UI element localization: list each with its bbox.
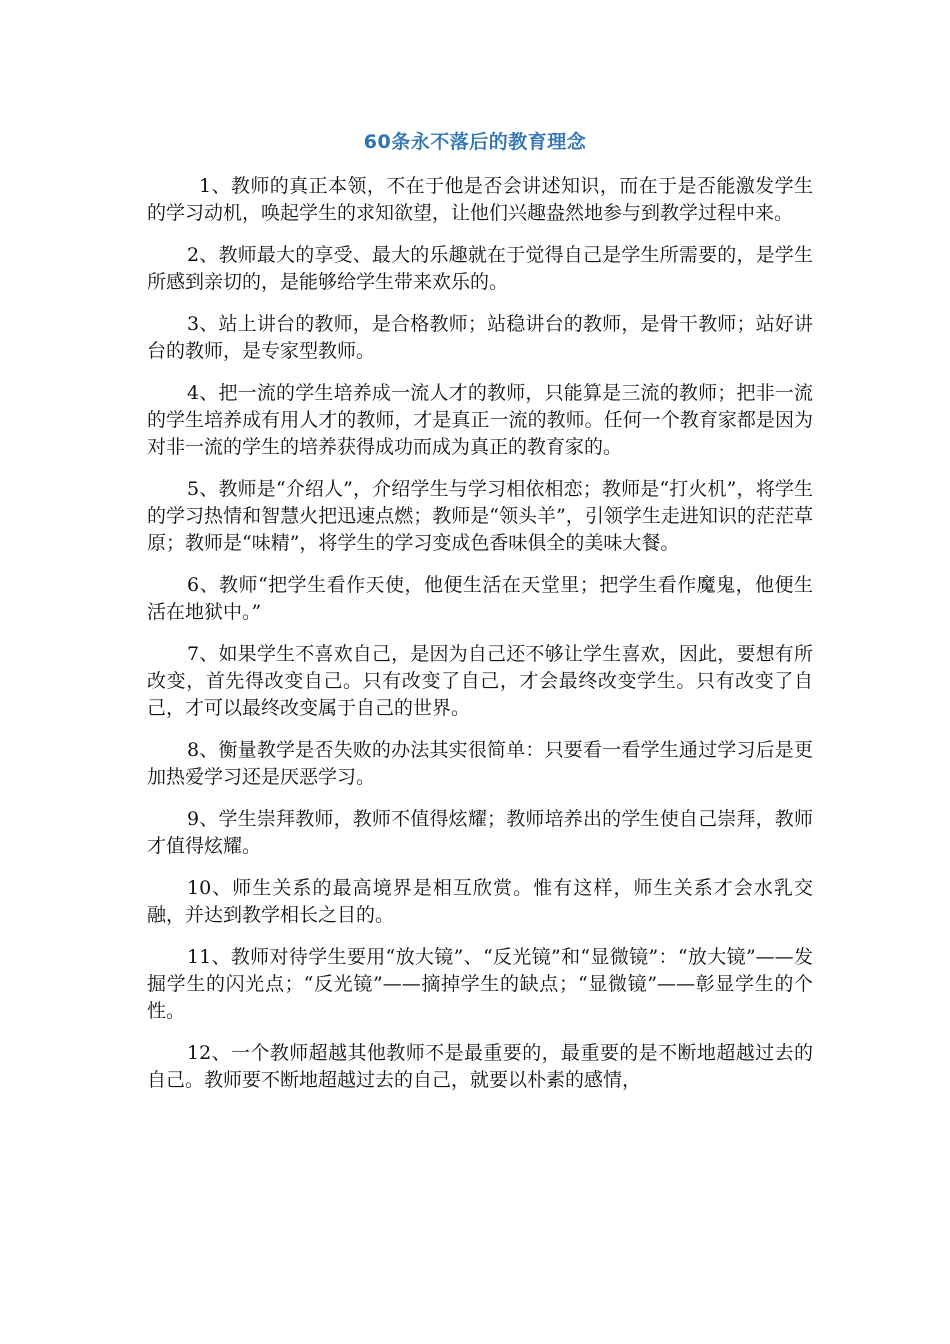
paragraph-7: 7、如果学生不喜欢自己，是因为自己还不够让学生喜欢，因此，要想有所改变，首先得改变自己。只有改变了自己，才会最终改变学生。只有改变了自己，才可以最终改变属于自己的世界。 bbox=[147, 643, 813, 719]
paragraph-11: 11、教师对待学生要用“放大镜”、“反光镜”和“显微镜”：“放大镜”——发掘学生的闪光点；“反光镜”——摘掉学生的缺点；“显微镜”——彰显学生的个性。 bbox=[147, 946, 813, 1022]
document-title: 60条永不落后的教育理念 bbox=[363, 131, 587, 153]
paragraph-5: 5、教师是“介绍人”，介绍学生与学习相依相恋；教师是“打火机”，将学生的学习热情和智慧火把迅速点燃；教师是“领头羊”，引领学生走进知识的茫茫草原；教师是“味精”，将学生的学习变成色香味俱全的美味大餐。 bbox=[147, 478, 813, 554]
paragraph-2: 2、教师最大的享受、最大的乐趣就在于觉得自己是学生所需要的，是学生所感到亲切的，是能够给学生带来欢乐的。 bbox=[147, 244, 813, 293]
paragraph-10: 10、师生关系的最高境界是相互欣赏。惟有这样，师生关系才会水乳交融，并达到教学相长之目的。 bbox=[147, 877, 813, 926]
paragraph-12: 12、一个教师超越其他教师不是最重要的，最重要的是不断地超越过去的自己。教师要不断地超越过去的自己，就要以朴素的感情， bbox=[147, 1042, 813, 1091]
paragraph-3: 3、站上讲台的教师，是合格教师；站稳讲台的教师，是骨干教师；站好讲台的教师，是专家型教师。 bbox=[147, 313, 813, 362]
paragraph-1: 1、教师的真正本领，不在于他是否会讲述知识，而在于是否能激发学生的学习动机，唤起学生的求知欲望，让他们兴趣盎然地参与到教学过程中来。 bbox=[147, 175, 813, 224]
paragraph-6: 6、教师“把学生看作天使，他便生活在天堂里；把学生看作魔鬼，他便生活在地狱中。” bbox=[147, 574, 813, 623]
paragraph-8: 8、衡量教学是否失败的办法其实很简单：只要看一看学生通过学习后是更加热爱学习还是厌恶学习。 bbox=[147, 739, 813, 788]
paragraph-9: 9、学生崇拜教师，教师不值得炫耀；教师培养出的学生使自己崇拜，教师才值得炫耀。 bbox=[147, 808, 813, 857]
paragraph-4: 4、把一流的学生培养成一流人才的教师，只能算是三流的教师；把非一流的学生培养成有用人才的教师，才是真正一流的教师。任何一个教育家都是因为对非一流的学生的培养获得成功而成为真正的教育家的。 bbox=[147, 382, 813, 458]
document-body bbox=[147, 173, 813, 1109]
